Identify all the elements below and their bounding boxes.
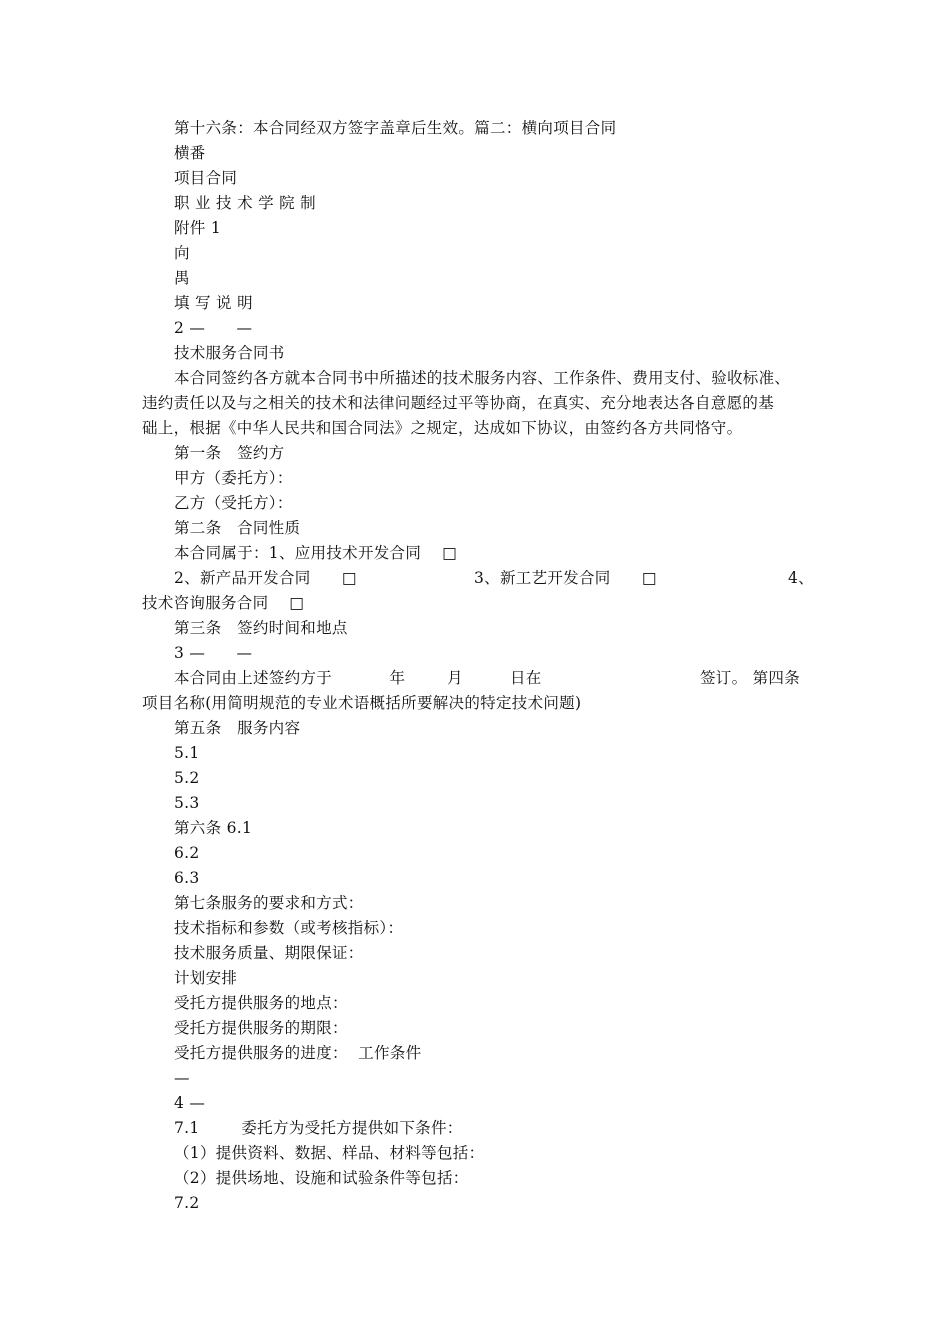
article-heading: 第三条 签约时间和地点 (174, 619, 348, 637)
text-line: 横番 (174, 144, 206, 162)
text-line: 职 业 技 术 学 院 制 (174, 194, 316, 212)
text-line: 第七条服务的要求和方式： (174, 894, 364, 912)
text-line: 2、新产品开发合同 □ (174, 569, 357, 587)
text-line: 技术咨询服务合同 □ (142, 594, 305, 612)
text-line: （1）提供资料、数据、样品、材料等包括： (174, 1144, 485, 1162)
text-line: 附件 1 (174, 219, 221, 237)
text-line: 6.2 (174, 844, 200, 862)
page-number: 2 — — (174, 319, 253, 337)
text-line: 技术指标和参数（或考核指标）： (174, 919, 404, 937)
text-line: 乙方（受托方）： (174, 494, 293, 512)
text-line: 项目名称(用简明规范的专业术语概括所要解决的特定技术问题) (142, 694, 582, 712)
text-line: 第十六条：本合同经双方签字盖章后生效。篇二：横向项目合同 (174, 119, 617, 137)
article-heading: 第二条 合同性质 (174, 519, 301, 537)
page-number: 3 — — (174, 644, 253, 662)
text-line: 第六条 6.1 (174, 819, 253, 837)
text-line: 填 写 说 明 (174, 294, 253, 312)
text-line: （2）提供场地、设施和试验条件等包括： (174, 1169, 469, 1187)
text-line: 5.3 (174, 794, 200, 812)
paragraph-line: 础上，根据《中华人民共和国合同法》之规定，达成如下协议，由签约各方共同恪守。 (142, 419, 743, 437)
text-line: 5.1 (174, 744, 200, 762)
text-line: 向 (174, 244, 190, 262)
text-line: 6.3 (174, 869, 200, 887)
article-heading: 第五条 服务内容 (174, 719, 301, 737)
text-line: 禺 (174, 269, 190, 287)
text-line: 本合同属于：1、应用技术开发合同 □ (174, 544, 458, 562)
text-line: 7.1 委托方为受托方提供如下条件： (174, 1119, 463, 1137)
section-title: 技术服务合同书 (174, 344, 285, 362)
text-line: 项目合同 (174, 169, 238, 187)
text-line: 计划安排 (174, 969, 238, 987)
text-line: 3、新工艺开发合同 □ (474, 569, 657, 587)
text-line: 甲方（委托方）： (174, 469, 293, 487)
paragraph-line: 本合同签约各方就本合同书中所描述的技术服务内容、工作条件、费用支付、验收标准、 (174, 369, 791, 387)
text-line: 受托方提供服务的进度： 工作条件 (174, 1044, 422, 1062)
text-line: 签订。 第四条 (700, 669, 801, 687)
text-line: 技术服务质量、期限保证： (174, 944, 364, 962)
text-line: 7.2 (174, 1194, 200, 1212)
page-number: 4 — (174, 1094, 206, 1112)
text-line: 受托方提供服务的期限： (174, 1019, 348, 1037)
paragraph-line: 违约责任以及与之相关的技术和法律问题经过平等协商，在真实、充分地表达各自意愿的基 (142, 394, 775, 412)
text-line: 受托方提供服务的地点： (174, 994, 348, 1012)
text-line: 5.2 (174, 769, 200, 787)
article-heading: 第一条 签约方 (174, 444, 285, 462)
text-line: — (174, 1069, 190, 1087)
text-line: 本合同由上述签约方于 年 月 日在 (174, 669, 542, 687)
text-line: 4、 (788, 569, 814, 587)
